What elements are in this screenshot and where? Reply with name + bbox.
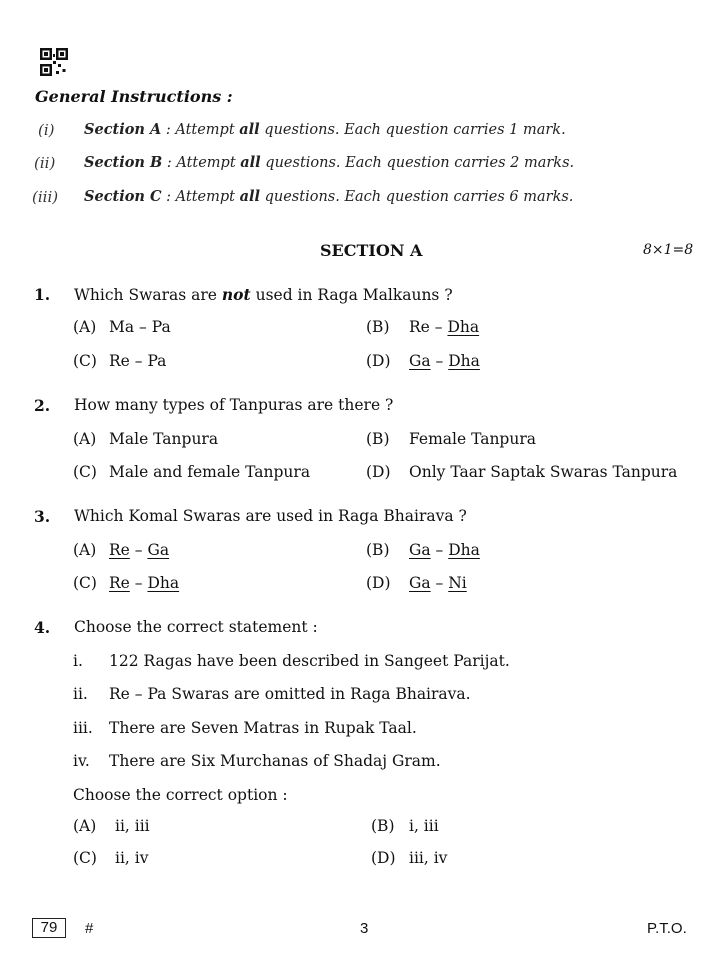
- question-text: used in Raga Malkauns ?: [250, 286, 453, 304]
- question-2-text: How many types of Tanpuras are there ?: [74, 396, 394, 414]
- pto-label: P.T.O.: [647, 920, 687, 937]
- option-label: (B): [366, 541, 390, 559]
- option-label: (D): [366, 463, 391, 481]
- option-label: (A): [73, 817, 97, 835]
- option-label: (C): [73, 849, 97, 867]
- swara: Re: [409, 318, 430, 336]
- q3-option-a: [109, 541, 169, 559]
- option-label: (C): [73, 463, 97, 481]
- option-label: (D): [366, 352, 391, 370]
- separator: –: [129, 352, 148, 370]
- option-label: (A): [73, 318, 97, 336]
- paper-code-box: 79: [32, 918, 66, 938]
- q2-option-a: Male Tanpura: [109, 430, 219, 448]
- option-label: (B): [371, 817, 395, 835]
- q3-option-c: [109, 574, 179, 592]
- q2-option-d: Only Taar Saptak Swaras Tanpura: [409, 463, 678, 481]
- statement-text: Re – Pa Swaras are omitted in Raga Bhairava.: [109, 685, 471, 703]
- instruction-emphasis: all: [239, 188, 260, 205]
- komal-swara: Re: [109, 541, 130, 559]
- q4-option-d: iii, iv: [409, 849, 448, 867]
- instruction-1: [84, 121, 566, 138]
- page-number: 3: [360, 920, 369, 937]
- komal-swara: Re: [109, 574, 130, 592]
- komal-swara: Ga: [409, 574, 431, 592]
- question-emphasis: not: [221, 285, 251, 304]
- komal-swara: Dha: [147, 574, 180, 592]
- instruction-number: (i): [38, 121, 55, 139]
- footer-hash: #: [85, 920, 94, 937]
- swara: Ma: [109, 318, 135, 336]
- question-number: 2.: [34, 396, 51, 415]
- statement-text: 122 Ragas have been described in Sangeet Parijat.: [109, 652, 510, 670]
- question-number: 1.: [34, 285, 51, 304]
- komal-swara: Ga: [147, 541, 170, 559]
- q2-option-c: Male and female Tanpura: [109, 463, 311, 481]
- instruction-number: (ii): [34, 154, 56, 172]
- option-label: (D): [371, 849, 396, 867]
- instruction-text: questions. Each question carries 2 marks.: [260, 155, 575, 171]
- instruction-section: Section A: [84, 121, 162, 138]
- general-instructions-title: General Instructions :: [35, 87, 233, 106]
- separator: –: [430, 541, 449, 559]
- statement-number: iv.: [73, 752, 90, 770]
- instruction-section: Section C: [84, 188, 162, 205]
- instruction-text: : Attempt: [161, 122, 240, 138]
- qr-code-icon: [40, 48, 68, 76]
- option-label: (A): [73, 541, 97, 559]
- separator: –: [430, 574, 449, 592]
- statement-number: iii.: [73, 719, 93, 737]
- separator: –: [429, 318, 448, 336]
- section-title: SECTION A: [320, 241, 423, 260]
- q4-option-a: ii, iii: [115, 817, 150, 835]
- swara: Pa: [151, 318, 171, 336]
- q1-option-a: [109, 318, 171, 336]
- komal-swara: Dha: [448, 352, 480, 370]
- komal-swara: Ga: [409, 352, 431, 370]
- komal-swara: Ga: [409, 541, 431, 559]
- q1-option-c: [109, 352, 166, 370]
- option-prompt: Choose the correct option :: [73, 786, 288, 804]
- question-4-text: Choose the correct statement :: [74, 618, 318, 636]
- option-label: (B): [366, 318, 390, 336]
- swara: Re: [109, 352, 130, 370]
- q4-option-b: i, iii: [409, 817, 439, 835]
- statement-text: There are Seven Matras in Rupak Taal.: [109, 719, 417, 737]
- q2-option-b: Female Tanpura: [409, 430, 536, 448]
- instruction-text: : Attempt: [161, 189, 240, 205]
- q1-option-b: [409, 318, 479, 336]
- q3-option-d: [409, 574, 467, 592]
- instruction-3: [84, 188, 573, 205]
- statement-number: i.: [73, 652, 83, 670]
- question-3-text: Which Komal Swaras are used in Raga Bhairava ?: [74, 507, 467, 525]
- komal-swara: Dha: [447, 318, 480, 336]
- komal-swara: Dha: [448, 541, 480, 559]
- question-number: 4.: [34, 618, 51, 637]
- question-1-text: [74, 285, 453, 304]
- instruction-section: Section B: [84, 154, 163, 171]
- question-number: 3.: [34, 507, 51, 526]
- q1-option-d: [409, 352, 480, 370]
- option-label: (A): [73, 430, 97, 448]
- komal-swara: Ni: [448, 574, 467, 592]
- question-text: Which Swaras are: [74, 286, 222, 304]
- option-label: (B): [366, 430, 390, 448]
- instruction-emphasis: all: [240, 154, 261, 171]
- q3-option-b: [409, 541, 480, 559]
- option-label: (D): [366, 574, 391, 592]
- statement-text: There are Six Murchanas of Shadaj Gram.: [109, 752, 441, 770]
- option-label: (C): [73, 352, 97, 370]
- instruction-number: (iii): [32, 188, 59, 206]
- separator: –: [430, 352, 449, 370]
- separator: –: [129, 541, 148, 559]
- instruction-text: questions. Each question carries 6 marks.: [260, 189, 574, 205]
- section-marks: 8×1=8: [643, 242, 694, 258]
- instruction-text: : Attempt: [162, 155, 241, 171]
- option-label: (C): [73, 574, 97, 592]
- q4-option-c: ii, iv: [115, 849, 149, 867]
- statement-number: ii.: [73, 685, 88, 703]
- instruction-2: [84, 154, 574, 171]
- instruction-text: questions. Each question carries 1 mark.: [259, 122, 566, 138]
- instruction-emphasis: all: [239, 121, 260, 138]
- swara: Pa: [147, 352, 167, 370]
- separator: –: [129, 574, 148, 592]
- separator: –: [134, 318, 152, 336]
